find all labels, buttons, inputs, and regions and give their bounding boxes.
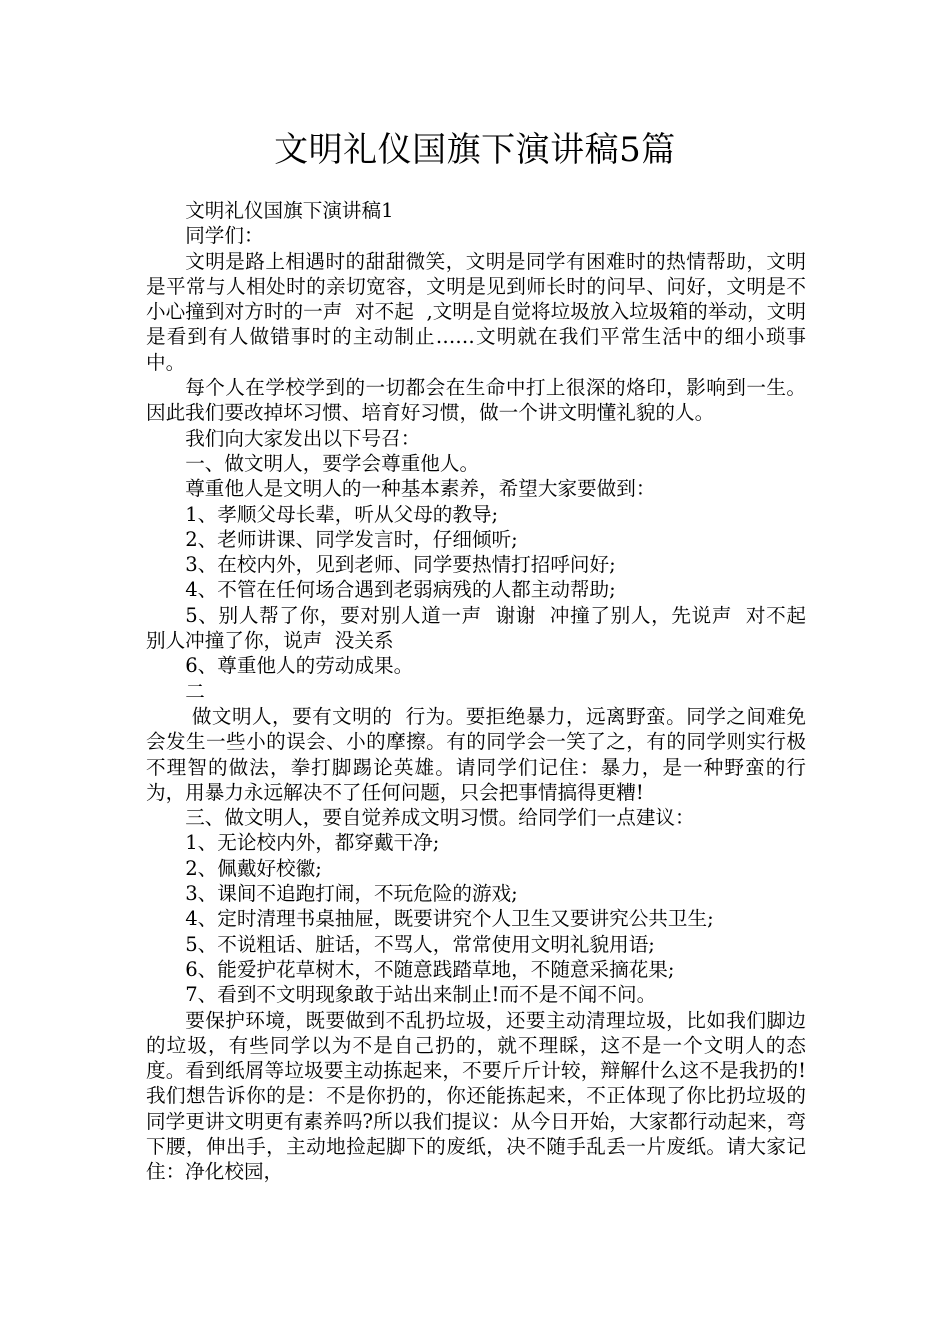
paragraph: 要保护环境，既要做到不乱扔垃圾，还要主动清理垃圾，比如我们脚边的垃圾，有些同学以为不是自己扔的，就不理睬，这不是一个文明人的态度。看到纸屑等垃圾要主动拣起来，不要斤斤计较，辩解什么这不是我扔的!我们想告诉你的是：不是你扔的，你还能拣起来，不正体现了你比扔垃圾的同学更讲文明更有素养吗?所以我们提议：从今日开始，大家都行动起来，弯下腰，伸出手，主动地捡起脚下的废纸，决不随手乱丢一片废纸。请大家记住：净化校园，: [146, 1008, 806, 1184]
section-heading: 一、做文明人，要学会尊重他人。: [185, 451, 480, 475]
document-title: 文明礼仪国旗下演讲稿5篇: [274, 130, 676, 170]
paragraph: 尊重他人是文明人的一种基本素养，希望大家要做到：: [185, 477, 656, 501]
section-heading: 三、做文明人，要自觉养成文明习惯。给同学们一点建议：: [185, 806, 695, 830]
speech-heading: 文明礼仪国旗下演讲稿1: [185, 199, 394, 222]
paragraph: 我们向大家发出以下号召：: [185, 426, 421, 450]
list-item: 7、看到不文明现象敢于站出来制止!而不是不闻不问。: [185, 983, 657, 1007]
list-item: 2、佩戴好校徽;: [185, 856, 322, 880]
list-item: 1、孝顺父母长辈，听从父母的教导;: [185, 502, 499, 526]
list-item: 5、别人帮了你，要对别人道一声 谢谢 冲撞了别人，先说声 对不起 别人冲撞了你，说声 没关系: [146, 603, 819, 653]
paragraph: 每个人在学校学到的一切都会在生命中打上很深的烙印，影响到一生。因此我们要改掉坏习惯、培育好习惯，做一个讲文明懂礼貌的人。: [146, 376, 806, 425]
paragraph: 文明是路上相遇时的甜甜微笑，文明是同学有困难时的热情帮助，文明是平常与人相处时的亲切宽容，文明是见到师长时的问早、问好，文明是不小心撞到对方时的一声 对不起 ,文明是自觉将垃圾放入垃圾箱的举动，文明是看到有人做错事时的主动制止……文明就在我们平常生活中的细小琐事中。: [146, 249, 806, 374]
list-item: 6、能爱护花草树木，不随意践踏草地，不随意采摘花果;: [185, 957, 675, 981]
list-item: 1、无论校内外，都穿戴干净;: [185, 831, 440, 855]
list-item: 6、尊重他人的劳动成果。: [185, 654, 414, 678]
document-body: [146, 198, 819, 1185]
salutation: 同学们：: [185, 224, 264, 248]
list-item: 4、不管在任何场合遇到老弱病残的人都主动帮助;: [185, 578, 616, 602]
list-item: 3、在校内外，见到老师、同学要热情打招呼问好;: [185, 553, 616, 577]
list-item: 2、老师讲课、同学发言时，仔细倾听;: [185, 527, 518, 551]
paragraph: 做文明人，要有文明的 行为。要拒绝暴力，远离野蛮。同学之间难免会发生一些小的误会、小的摩擦。有的同学会一笑了之，有的同学则实行极不理智的做法，拳打脚踢论英雄。请同学们记住：暴力，是一种野蛮的行为，用暴力永远解决不了任何问题，只会把事情搞得更糟!: [146, 704, 806, 804]
section-heading: 二: [185, 679, 205, 703]
list-item: 4、定时清理书桌抽屉，既要讲究个人卫生又要讲究公共卫生;: [185, 907, 714, 931]
list-item: 5、不说粗话、脏话，不骂人，常常使用文明礼貌用语;: [185, 932, 655, 956]
list-item: 3、课间不追跑打闹，不玩危险的游戏;: [185, 882, 518, 906]
